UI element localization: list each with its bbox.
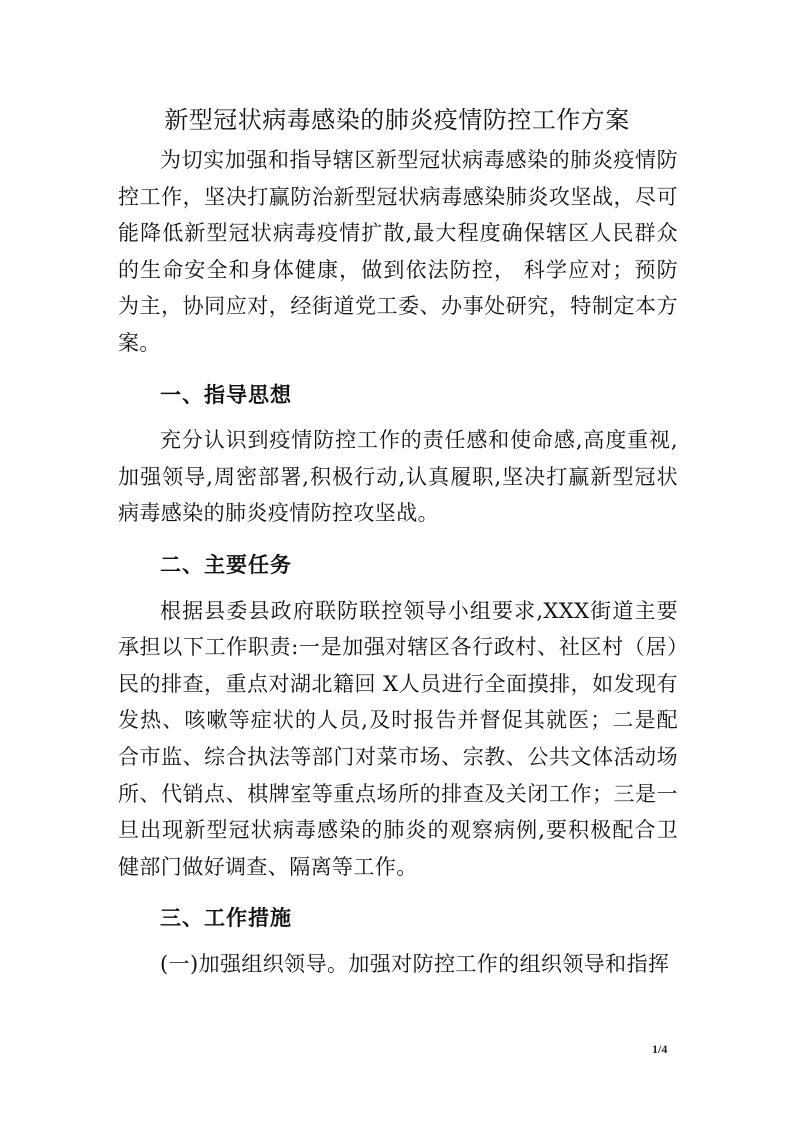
- section-paragraph-work-measures: (一)加强组织领导。加强对防控工作的组织领导和指挥: [160, 951, 670, 976]
- section-paragraph-guiding-ideology: 充分认识到疫情防控工作的责任感和使命感,高度重视,加强领导,周密部署,积极行动,认真履职,坚决打赢新型冠状病毒感染的肺炎疫情防控攻坚战。: [118, 428, 678, 526]
- section-heading-work-measures: 三、工作措施: [160, 906, 292, 931]
- section-heading-main-tasks: 二、主要任务: [160, 552, 292, 577]
- document-body: [118, 142, 678, 982]
- intro-paragraph: 为切实加强和指导辖区新型冠状病毒感染的肺炎疫情防控工作，坚决打赢防治新型冠状病毒感染肺炎攻坚战，尽可能降低新型冠状病毒疫情扩散,最大程度确保辖区人民群众的生命安全和身体健康，做到依法防控， 科学应对；预防为主，协同应对，经街道党工委、办事处研究，特制定本方案。: [118, 148, 678, 355]
- document-title: 新型冠状病毒感染的肺炎疫情防控工作方案: [164, 106, 630, 134]
- page-number: 1/4: [652, 1042, 668, 1056]
- section-heading-guiding-ideology: 一、指导思想: [160, 382, 292, 407]
- section-paragraph-main-tasks: 根据县委县政府联防联控领导小组要求,XXX街道主要承担以下工作职责:一是加强对辖区各行政村、社区村（居）民的排查，重点对湖北籍回 X人员进行全面摸排，如发现有发热、咳嗽等症状的人员,及时报告并督促其就医；二是配合市监、综合执法等部门对菜市场、宗教、公共文体活动场所、代销点、棋牌室等重点场所的排查及关闭工作；三是一旦出现新型冠状病毒感染的肺炎的观察病例,要积极配合卫健部门做好调查、隔离等工作。: [118, 598, 678, 879]
